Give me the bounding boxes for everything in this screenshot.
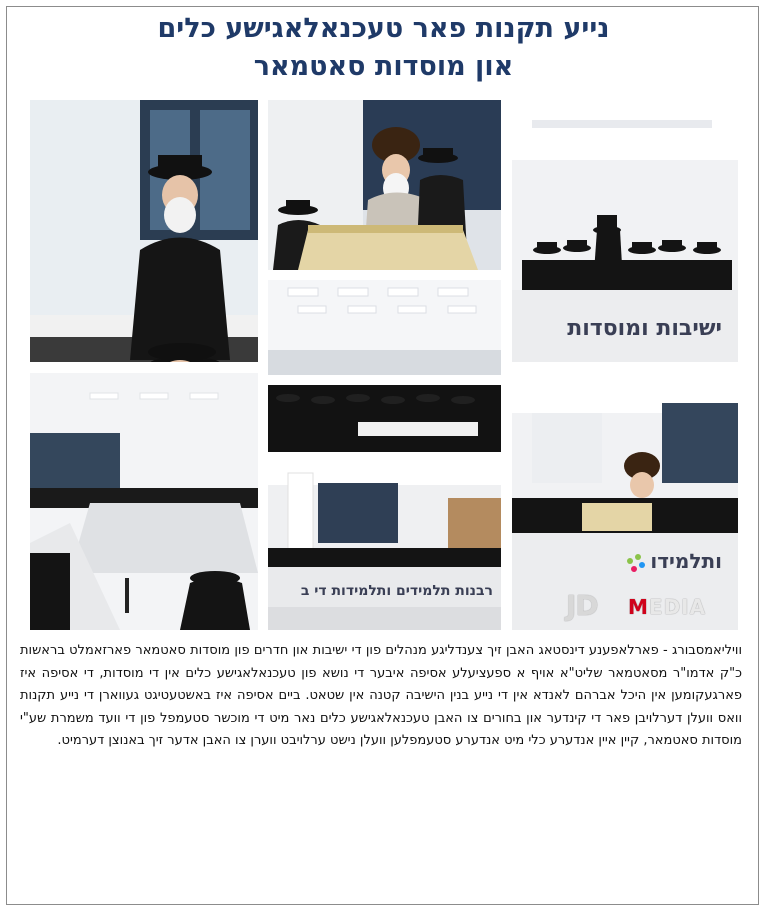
banner-text-photo6: רבנות תלמידים ותלמידות די ב — [300, 583, 493, 599]
photo-conference-tables — [30, 373, 258, 630]
watermark-media-rest: EDIA — [648, 595, 707, 619]
banner-text-photo3: ישיבות ומוסדות — [567, 316, 722, 341]
photo-speaker-lectern — [30, 100, 258, 362]
headline — [0, 10, 767, 86]
photo-head-table — [512, 100, 738, 362]
headline-line-1: נייע תקנות פאר טעכנאלאגישע כלים — [157, 13, 610, 44]
photo-hall-wide — [268, 280, 501, 452]
article-body: וויליאמסבורג - פארלאפענע דינסטאג האבן זיך צענדליגע מנהלים פון די ישיבות און חדרים פון מוסדות סאטמאר פארזאמלט בראשות כ"ק אדמו"ר מסאטמאר שליט"א אויף א ספעציעלע אסיפה איבער די נושא פון טעכנאלאגישע כלים אין די מוסדות, די אסיפה איז פארגעקומען אין היכל אברהם לאנדא אין די נייע בנין הישיבה קטנה אין שטאט. ביים אסיפה איז באשטעטיגט געווארן די נייע תקנות וואס וועלן דערלויבן פאר די קינדער און בחורים צו האבן טעכנאלאגישע כלים נאר מיט די מוכשר סטעמפל פון די וועד משמרת שע"י מוסדות סאטמאר, קיין איין אנדערע כלי מיט אנדערע סטעמפלען וועלן נישט ערלויבט ווערן צו האבן אדער זיך באנוצן דערמיט. — [20, 643, 742, 748]
watermark-media — [628, 595, 706, 619]
banner-text-photo7: ותלמידו — [650, 549, 722, 573]
photo-rebbe-podium — [268, 100, 501, 270]
watermark-media-m: M — [628, 595, 649, 619]
watermark-jd: JD — [566, 589, 598, 622]
jd-media-watermark — [560, 585, 740, 625]
photo-hall-banner — [268, 463, 501, 630]
headline-line-2: און מוסדות סאטמאר — [253, 51, 514, 82]
